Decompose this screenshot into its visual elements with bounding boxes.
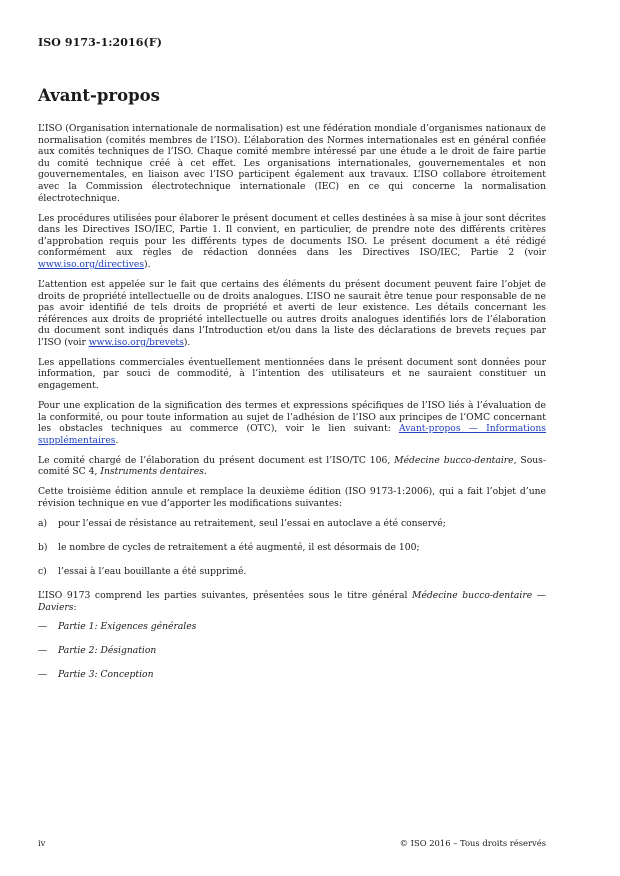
paragraph-end: . [115,434,119,446]
paragraph-committee [38,455,546,478]
paragraph-parts [38,590,546,613]
text-run: . [203,466,207,478]
list-marker: — [38,669,48,681]
list-text: Partie 1: Exigences générales [58,621,197,633]
text-run: L’ISO 9173 comprend les parties suivantes, présentées sous le titre général [38,589,413,601]
list-text: l’essai à l’eau bouillante a été supprimé. [58,565,247,577]
directives-link[interactable]: www.iso.org/directives [38,258,145,270]
text-run: : [73,601,77,613]
list-item [38,621,546,633]
paragraph-text: Les procédures utilisées pour élaborer le présent document et celles destinées à sa mise à jour sont décrites dans les Directives ISO/IEC, Partie 1. Il convient, en particulier, de prendre note des différents critères d’approbation requis pour les différents types de documents ISO. Le présent document a été rédigé conformément aux règles de rédaction données dans les Directives ISO/IEC, Partie 2 (voir [38,212,546,259]
paragraph-text: L’attention est appelée sur le fait que certains des éléments du présent document peuvent faire l’objet de droits de propriété intellectuelle ou de droits analogues. L’ISO ne saurait être tenue pour responsable de ne pas avoir identifié de tels droits de propriété et averti de leur existence. Les détails concernant les références aux droits de propriété intellectuelle ou autres droits analogues identifiés lors de l’élaboration du document sont indiqués dans l’Introduction et/ou dans la liste des déclarations de brevets reçues par l’ISO (voir [38,278,546,348]
supplementary-info-link[interactable]: Avant-propos — Informations supplémentaires [38,423,546,446]
list-text: Partie 2: Désignation [58,645,157,657]
list-item [38,669,546,681]
text-run: , Sous-comité SC 4, [38,454,546,478]
document-id: ISO 9173-1:2016(F) [38,36,163,49]
list-marker: — [38,621,48,633]
copyright-notice: © ISO 2016 – Tous droits réservés [399,838,546,848]
subcommittee-title: Instruments dentaires [100,466,204,478]
paragraph-end: ). [144,258,151,270]
list-marker: c) [38,565,47,577]
list-marker: b) [38,541,48,553]
list-marker: — [38,645,48,657]
paragraph-edition: Cette troisième édition annule et remplace la deuxième édition (ISO 9173-1:2006), qui a fait l’objet d’une révision technique en vue d’apporter les modifications suivantes: [38,486,546,509]
paragraph-patents [38,279,546,349]
paragraph-procedures [38,213,546,271]
list-text: le nombre de cycles de retraitement a été augmenté, il est désormais de 100; [58,541,420,553]
list-marker: a) [38,517,48,529]
paragraph-text: Pour une explication de la signification des termes et expressions spécifiques de l’ISO liés à l’évaluation de la conformité, ou pour toute information au sujet de l’adhésion de l’ISO aux principes de l’OMC concernant les obstacles techniques au commerce (OTC), voir le lien suivant: [38,400,546,435]
committee-title: Médecine bucco-dentaire [394,454,514,466]
text-run: Le comité chargé de l’élaboration du présent document est l’ISO/TC 106, [38,454,395,466]
paragraph-trade-names: Les appellations commerciales éventuellement mentionnées dans le présent document sont données pour information, par souci de commodité, à l’intention des utilisateurs et ne sauraient constituer un engagement. [38,356,546,392]
paragraph-end: ). [183,336,191,348]
list-item [38,645,546,657]
patents-link[interactable]: www.iso.org/brevets [88,336,184,348]
list-item [38,518,546,530]
list-text: pour l’essai de résistance au retraitement, seul l’essai en autoclave a été conservé; [58,517,446,529]
foreword-body [38,123,546,693]
list-text: Partie 3: Conception [58,669,154,681]
section-title: Avant-propos [38,86,160,105]
document-page [38,0,546,876]
page-number: iv [38,838,46,848]
paragraph-conformity [38,400,546,446]
list-item [38,566,546,578]
general-title: Médecine bucco-dentaire — Daviers [38,589,546,613]
paragraph-iso-intro: L’ISO (Organisation internationale de normalisation) est une fédération mondiale d’organismes nationaux de normalisation (comités membres de l’ISO). L’élaboration des Normes internationales est en général confiée aux comités techniques de l’ISO. Chaque comité membre intéressé par une étude a le droit de faire partie du comité technique créé à cet effet. Les organisations internationales, gouvernementales et non gouvernementales, en liaison avec l’ISO participent également aux travaux. L’ISO collabore étroitement avec la Commission électrotechnique internationale (IEC) en ce qui concerne la normalisation électrotechnique. [38,123,546,204]
list-item [38,542,546,554]
